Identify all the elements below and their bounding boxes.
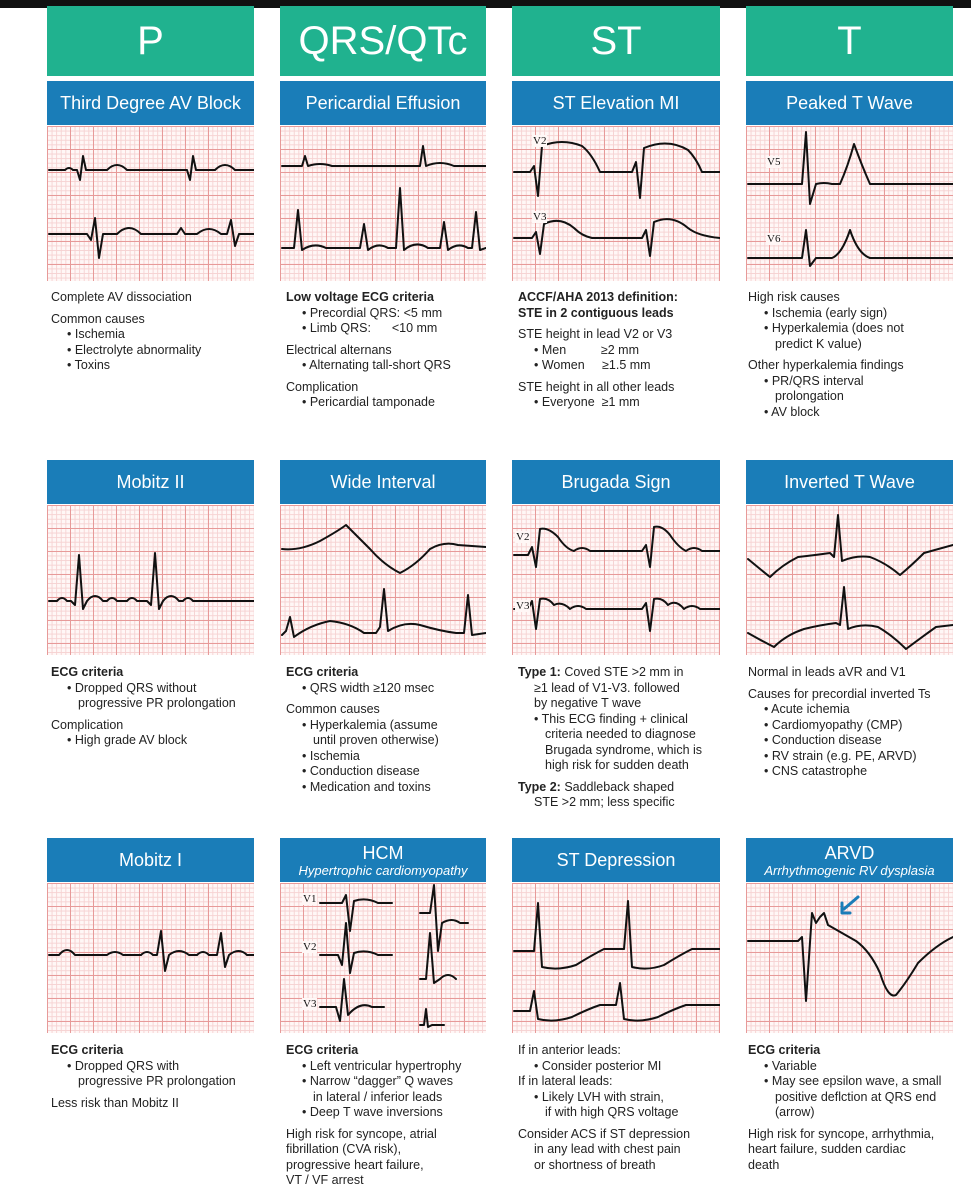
card-title-text: Mobitz II bbox=[116, 472, 185, 492]
ecg-strip-mobitz1 bbox=[47, 883, 254, 1033]
ecg-strip-brugada bbox=[512, 505, 720, 655]
card-text-mobitz1: ECG criteria • Dropped QRS with progressive PR prolongation Less risk than Mobitz II bbox=[51, 1043, 236, 1110]
lead-label: V2 bbox=[533, 135, 547, 147]
card-text-mobitz2: ECG criteria • Dropped QRS without progressive PR prolongation Complication • High grade AV block bbox=[51, 665, 236, 747]
ecg-strip-st-depression bbox=[512, 883, 720, 1033]
lead-label: V3 bbox=[516, 600, 530, 612]
card-title-wide-interval bbox=[280, 460, 486, 504]
ecg-strip-hcm bbox=[280, 883, 486, 1033]
card-text-third-degree: Complete AV dissociation Common causes • Ischemia • Electrolyte abnormality • Toxins bbox=[51, 290, 202, 372]
card-title-text: ST Elevation MI bbox=[552, 93, 680, 113]
ecg-strip-stemi bbox=[512, 126, 720, 281]
card-title-inverted-t bbox=[746, 460, 953, 504]
ecg-strip-wide-interval bbox=[280, 505, 486, 655]
ecg-strip-arvd bbox=[746, 883, 953, 1033]
card-title-text: HCM bbox=[362, 842, 404, 863]
card-text-peaked-t: High risk causes • Ischemia (early sign) • Hyperkalemia (does not predict K value) Other hyperkalemia findings • PR/QRS interval prolongation • AV block bbox=[748, 290, 904, 419]
ecg-trace-peaked-t bbox=[746, 126, 953, 281]
column-header-t: T bbox=[746, 6, 953, 76]
lead-label: V3 bbox=[533, 211, 547, 223]
card-title-third-degree bbox=[47, 81, 254, 125]
card-title-text: Third Degree AV Block bbox=[60, 93, 241, 113]
ecg-strip-peaked-t bbox=[746, 126, 953, 281]
card-title-stemi bbox=[512, 81, 720, 125]
card-title-text: Peaked T Wave bbox=[786, 93, 913, 113]
column-header-st: ST bbox=[512, 6, 720, 76]
card-title-brugada bbox=[512, 460, 720, 504]
ecg-trace-hcm bbox=[280, 883, 486, 1033]
card-title-mobitz1 bbox=[47, 838, 254, 882]
ecg-trace-third-degree bbox=[47, 126, 254, 281]
card-title-peaked-t bbox=[746, 81, 953, 125]
column-header-p: P bbox=[47, 6, 254, 76]
card-subtitle-text: Hypertrophic cardiomyopathy bbox=[298, 862, 468, 878]
card-text-hcm: ECG criteria • Left ventricular hypertrophy • Narrow “dagger” Q waves in lateral / inferior leads • Deep T wave inversions High risk for syncope, atrial fibrillation (CVA risk), progressive heart failure, VT / VF arrest bbox=[286, 1043, 462, 1187]
ecg-trace-arvd bbox=[746, 883, 953, 1033]
card-title-text: ST Depression bbox=[556, 850, 676, 870]
card-title-text: Mobitz I bbox=[118, 850, 183, 870]
lead-label: V3 bbox=[303, 998, 317, 1010]
column-header-qrs: QRS/QTc bbox=[280, 6, 486, 76]
card-title-hcm bbox=[280, 838, 486, 882]
ecg-trace-mobitz1 bbox=[47, 883, 254, 1033]
card-text-brugada: Type 1: Coved STE >2 mm in ≥1 lead of V1-V3. followed by negative T wave • This ECG finding + clinical criteria needed to diagnose Brugada syndrome, which is high risk for sudden death Type 2: Saddleback shaped STE >2 mm; less specific bbox=[518, 665, 703, 809]
card-text-wide-interval: ECG criteria • QRS width ≥120 msec Common causes • Hyperkalemia (assume until proven otherwise) • Ischemia • Conduction disease • Medication and toxins bbox=[286, 665, 439, 794]
card-title-arvd bbox=[746, 838, 953, 882]
ecg-trace-inverted-t bbox=[746, 505, 953, 655]
ecg-strip-inverted-t bbox=[746, 505, 953, 655]
card-text-st-depression: If in anterior leads: • Consider posterior MI If in lateral leads: • Likely LVH with strain, if with high QRS voltage Consider ACS if ST depression in any lead with chest pain or shortness of breath bbox=[518, 1043, 691, 1172]
ecg-strip-pericardial bbox=[280, 126, 486, 281]
lead-label: V6 bbox=[767, 233, 781, 245]
card-title-pericardial bbox=[280, 81, 486, 125]
card-title-mobitz2 bbox=[47, 460, 254, 504]
card-text-arvd: ECG criteria • Variable • May see epsilon wave, a small positive deflction at QRS end (arrow) High risk for syncope, arrhythmia, heart failure, sudden cardiac death bbox=[748, 1043, 942, 1172]
card-subtitle-text: Arrhythmogenic RV dysplasia bbox=[764, 862, 935, 878]
lead-label: V2 bbox=[516, 531, 530, 543]
card-title-text: ARVD bbox=[824, 842, 875, 863]
ecg-strip-third-degree bbox=[47, 126, 254, 281]
ecg-trace-brugada bbox=[512, 505, 720, 655]
card-title-text: Inverted T Wave bbox=[784, 472, 915, 492]
card-title-text: Pericardial Effusion bbox=[305, 93, 461, 113]
card-title-text: Wide Interval bbox=[330, 472, 436, 492]
lead-label: V5 bbox=[767, 156, 781, 168]
lead-label: V2 bbox=[303, 941, 317, 953]
card-title-text: Brugada Sign bbox=[561, 472, 671, 492]
card-text-pericardial: Low voltage ECG criteria • Precordial QRS: <5 mm • Limb QRS: <10 mm Electrical alternans • Alternating tall-short QRS Complication • Pericardial tamponade bbox=[286, 290, 451, 409]
ecg-trace-mobitz2 bbox=[47, 505, 254, 655]
card-text-inverted-t: Normal in leads aVR and V1 Causes for precordial inverted Ts • Acute ichemia • Cardiomyopathy (CMP) • Conduction disease • RV strain (e.g. PE, ARVD) • CNS catastrophe bbox=[748, 665, 931, 778]
card-title-st-depression bbox=[512, 838, 720, 882]
lead-label: V1 bbox=[303, 893, 317, 905]
ecg-trace-stemi bbox=[512, 126, 720, 281]
ecg-trace-wide-interval bbox=[280, 505, 486, 655]
card-text-stemi: ACCF/AHA 2013 definition: STE in 2 contiguous leads STE height in lead V2 or V3 • Men ≥2 mm • Women ≥1.5 mm STE height in all other leads • Everyone ≥1 mm bbox=[518, 290, 678, 409]
ecg-trace-st-depression bbox=[512, 883, 720, 1033]
ecg-strip-mobitz2 bbox=[47, 505, 254, 655]
ecg-trace-pericardial bbox=[280, 126, 486, 281]
